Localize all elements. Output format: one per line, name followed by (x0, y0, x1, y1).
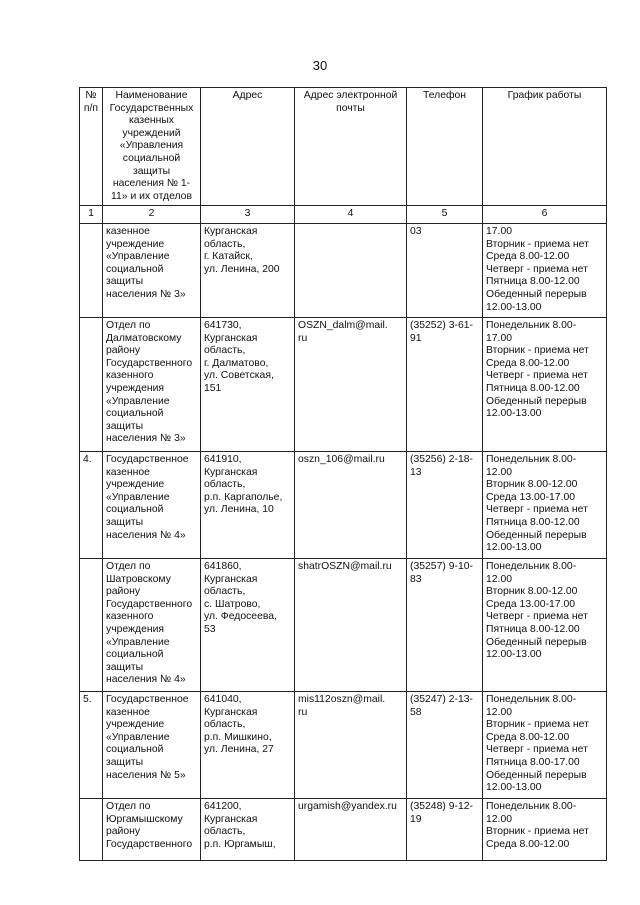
row-address: 641860, Курганская область, с. Шатрово, ул. Федосеева, 53 (201, 558, 295, 691)
row-schedule: Понедельник 8.00- 17.00 Вторник - приема нет Среда 8.00-12.00 Четверг - приема нет Пятница 8.00-12.00 Обеденный перерыв 12.00-13.00 (483, 317, 607, 451)
row-name: Отдел по Далматовскому району Государственного казенного учреждения «Управление социальной защиты населения № 3» (103, 317, 201, 451)
row-phone: (35247) 2-13- 58 (407, 691, 483, 798)
row-phone: 03 (407, 223, 483, 317)
header-name: Наименование Государственных казенных учреждений «Управления социальной защиты населения № 1- 11» и их отделов (103, 88, 201, 206)
table-row (80, 798, 607, 860)
row-phone: (35252) 3-61- 91 (407, 317, 483, 451)
row-email: urgamish@yandex.ru (295, 798, 407, 860)
page-number: 30 (312, 58, 328, 73)
table-row (80, 223, 607, 317)
header-address: Адрес (201, 88, 295, 206)
row-address: Курганская область, г. Катайск, ул. Ленина, 200 (201, 223, 295, 317)
column-number: 4 (295, 206, 407, 224)
row-name: казенное учреждение «Управление социальной защиты населения № 3» (103, 223, 201, 317)
column-number-row (80, 206, 607, 224)
row-num: 5. (80, 691, 103, 798)
column-number: 5 (407, 206, 483, 224)
row-num (80, 317, 103, 451)
row-num (80, 798, 103, 860)
row-name: Государственное казенное учреждение «Управление социальной защиты населения № 5» (103, 691, 201, 798)
column-number: 3 (201, 206, 295, 224)
header-num: № п/п (80, 88, 103, 206)
row-email: shatrOSZN@mail.ru (295, 558, 407, 691)
header-email: Адрес электронной почты (295, 88, 407, 206)
row-name: Отдел по Шатровскому району Государственного казенного учреждения «Управление социальной защиты населения № 4» (103, 558, 201, 691)
row-phone: (35248) 9-12- 19 (407, 798, 483, 860)
row-address: 641730, Курганская область, г. Далматово, ул. Советская, 151 (201, 317, 295, 451)
row-schedule: Понедельник 8.00- 12.00 Вторник - приема нет Среда 8.00-12.00 Четверг - приема нет Пятница 8.00-17.00 Обеденный перерыв 12.00-13.00 (483, 691, 607, 798)
row-email: OSZN_dalm@mail. ru (295, 317, 407, 451)
row-email: mis112oszn@mail. ru (295, 691, 407, 798)
table-row (80, 558, 607, 691)
table-header-row (80, 88, 607, 206)
row-num (80, 223, 103, 317)
row-schedule: Понедельник 8.00- 12.00 Вторник 8.00-12.00 Среда 13.00-17.00 Четверг - приема нет Пятница 8.00-12.00 Обеденный перерыв 12.00-13.00 (483, 451, 607, 558)
row-address: 641200, Курганская область, р.п. Юргамыш, (201, 798, 295, 860)
institutions-table (79, 87, 607, 861)
row-email (295, 223, 407, 317)
row-name: Отдел по Юргамышскому району Государственного (103, 798, 201, 860)
table-row (80, 691, 607, 798)
row-address: 641910, Курганская область, р.п. Каргаполье, ул. Ленина, 10 (201, 451, 295, 558)
row-email: oszn_106@mail.ru (295, 451, 407, 558)
header-phone: Телефон (407, 88, 483, 206)
row-schedule: 17.00 Вторник - приема нет Среда 8.00-12.00 Четверг - приема нет Пятница 8.00-12.00 Обеденный перерыв 12.00-13.00 (483, 223, 607, 317)
row-phone: (35256) 2-18- 13 (407, 451, 483, 558)
row-name: Государственное казенное учреждение «Управление социальной защиты населения № 4» (103, 451, 201, 558)
row-schedule: Понедельник 8.00- 12.00 Вторник 8.00-12.00 Среда 13.00-17.00 Четверг - приема нет Пятница 8.00-12.00 Обеденный перерыв 12.00-13.00 (483, 558, 607, 691)
table-row (80, 451, 607, 558)
column-number: 6 (483, 206, 607, 224)
column-number: 2 (103, 206, 201, 224)
header-schedule: График работы (483, 88, 607, 206)
row-schedule: Понедельник 8.00- 12.00 Вторник - приема нет Среда 8.00-12.00 (483, 798, 607, 860)
row-num: 4. (80, 451, 103, 558)
row-address: 641040, Курганская область, р.п. Мишкино, ул. Ленина, 27 (201, 691, 295, 798)
column-number: 1 (80, 206, 103, 224)
row-num (80, 558, 103, 691)
table-row (80, 317, 607, 451)
row-phone: (35257) 9-10- 83 (407, 558, 483, 691)
